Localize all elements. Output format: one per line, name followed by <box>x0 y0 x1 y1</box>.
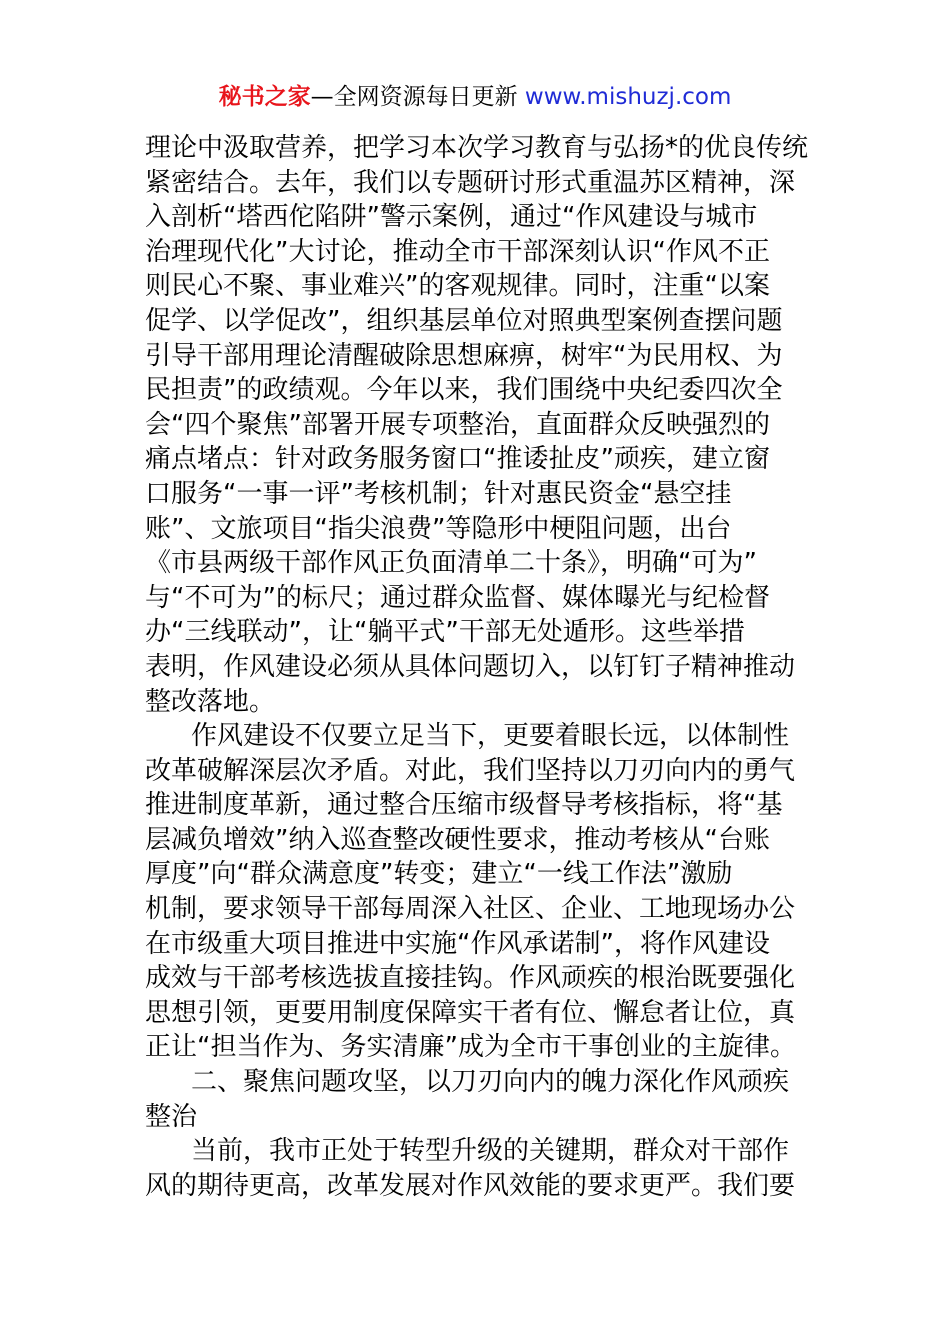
site-url-link[interactable]: www.mishuzj.com <box>524 84 732 110</box>
text-line: 成效与干部考核选拔直接挂钩。作风顽疾的根治既要强化 <box>145 963 796 994</box>
text-line: 层减负增效”纳入巡查整改硬性要求，推动考核从“台账 <box>145 824 770 855</box>
text-line: 厚度”向“群众满意度”转变；建立“一线工作法”激励 <box>145 859 733 890</box>
paragraph-start-line: 作风建设不仅要立足当下，更要着眼长远，以体制性 <box>191 721 790 752</box>
text-line: 表明，作风建设必须从具体问题切入，以钉钉子精神推动 <box>145 651 796 682</box>
site-tagline: —全网资源每日更新 <box>310 84 518 110</box>
text-line: 口服务“一事一评”考核机制；针对惠民资金“悬空挂 <box>145 478 732 509</box>
text-line: 正让“担当作为、务实清廉”成为全市干事创业的主旋律。 <box>145 1032 796 1063</box>
text-line: 痛点堵点：针对政务服务窗口“推诿扯皮”顽疾，建立窗 <box>145 444 770 475</box>
text-line: 治理现代化”大讨论，推动全市干部深刻认识“作风不正 <box>145 236 770 267</box>
text-line: 在市级重大项目推进中实施“作风承诺制”，将作风建设 <box>145 928 770 959</box>
text-line: 风的期待更高，改革发展对作风效能的要求更严。我们要 <box>145 1170 796 1201</box>
text-line: 思想引领，更要用制度保障实干者有位、懈怠者让位，真 <box>145 997 796 1028</box>
text-line: 账”、文旅项目“指尖浪费”等隐形中梗阻问题，出台 <box>145 513 732 544</box>
text-line: 机制，要求领导干部每周深入社区、企业、工地现场办公 <box>145 894 796 925</box>
text-line: 办“三线联动”，让“躺平式”干部无处遁形。这些举措 <box>145 617 745 648</box>
text-line: 《市县两级干部作风正负面清单二十条》，明确“可为” <box>145 548 757 579</box>
text-line: 推进制度革新，通过整合压缩市级督导考核指标，将“基 <box>145 790 783 821</box>
text-line: 引导干部用理论清醒破除思想麻痹，树牢“为民用权、为 <box>145 340 783 371</box>
text-line: 紧密结合。去年，我们以专题研讨形式重温苏区精神，深 <box>145 167 796 198</box>
text-line: 促学、以学促改”，组织基层单位对照典型案例查摆问题 <box>145 305 783 336</box>
text-line: 则民心不聚、事业难兴”的客观规律。同时，注重“以案 <box>145 271 770 302</box>
section-heading-line: 整治 <box>145 1101 198 1132</box>
site-header <box>0 80 950 114</box>
section-heading-line: 二、聚焦问题攻坚，以刀刃向内的魄力深化作风顽疾 <box>191 1067 790 1098</box>
text-line: 会“四个聚焦”部署开展专项整治，直面群众反映强烈的 <box>145 409 770 440</box>
site-brand: 秘书之家 <box>218 84 311 110</box>
text-line: 民担责”的政绩观。今年以来，我们围绕中央纪委四次全 <box>145 375 783 406</box>
text-line: 理论中汲取营养，把学习本次学习教育与弘扬*的优良传统 <box>145 133 809 163</box>
text-line: 入剖析“塔西佗陷阱”警示案例，通过“作风建设与城市 <box>145 202 758 233</box>
text-line: 与“不可为”的标尺；通过群众监督、媒体曝光与纪检督 <box>145 582 770 613</box>
document-body <box>145 131 810 1203</box>
text-line: 改革破解深层次矛盾。对此，我们坚持以刀刃向内的勇气 <box>145 755 796 786</box>
text-line: 整改落地。 <box>145 686 276 717</box>
paragraph-start-line: 当前，我市正处于转型升级的关键期，群众对干部作 <box>191 1136 790 1167</box>
